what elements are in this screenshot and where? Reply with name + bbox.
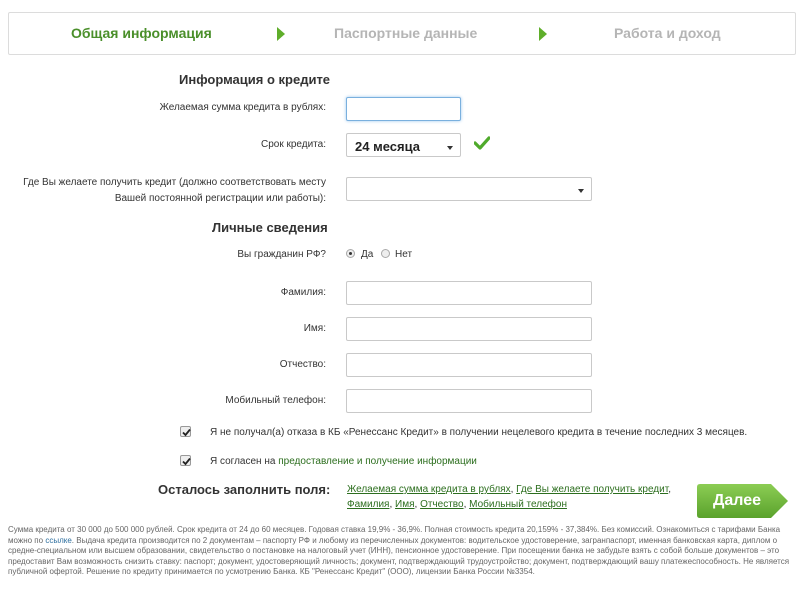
citizen-yes-label: Да <box>361 249 374 260</box>
legal-footnote: Сумма кредита от 30 000 до 500 000 рублей. Срок кредита от 24 до 60 месяцев. Годовая ставка 19,9% - 36,9%. Полная стоимость кредита 20,159% - 37,384%. Без комиссий. Ознакомиться с тарифами Банка можно по ссылке. Выдача кредита производится по 2 документам – паспорту РФ и любому из перечисленных документов: водительское удостоверение, загранпаспорт, именная банковская карта, диплом о средне-специальном или высшем образовании, свидетельство о постановке на налоговый учет (ИНН), пенсионное удостоверение. При посещении банка не забудьте взять с собой больше документов – это предоставит Вам возможность снизить ставку: паспорт; документ, удостоверяющий личность; документ, подтверждающий трудоустройство; документ, подтверждающий вашу платежеспособность. Не является публичной офертой. Решение по кредиту принимается по усмотрению Банка. КБ "Ренессанс Кредит" (ООО), лицензии Банка России №3354. <box>8 525 790 576</box>
term-label: Срок кредита: <box>260 139 326 150</box>
patronymic-input[interactable] <box>346 353 592 377</box>
remaining-fields: Желаемая сумма кредита в рублях, Где Вы желаете получить кредит, Фамилия, Имя, Отчество, Мобильный телефон <box>347 484 671 510</box>
credit-info-title: Информация о кредите <box>179 72 331 87</box>
phone-input[interactable] <box>346 389 592 413</box>
next-button-label: Далее <box>712 492 762 509</box>
remaining-link[interactable]: Имя <box>395 499 415 510</box>
remaining-link[interactable]: Фамилия <box>347 499 390 510</box>
citizen-no-label: Нет <box>395 249 413 260</box>
chevron-down-icon <box>447 146 453 150</box>
no-refusal-text: Я не получал(а) отказа в КБ «Ренессанс Кредит» в получении нецелевого кредита в течение последних 3 месяцев. <box>210 427 748 438</box>
step-work-income[interactable]: Работа и доход <box>614 25 721 41</box>
remaining-link[interactable]: Отчество <box>420 499 464 510</box>
place-select[interactable] <box>346 177 592 201</box>
amount-input[interactable] <box>346 97 461 121</box>
amount-label: Желаемая сумма кредита в рублях: <box>159 102 326 113</box>
citizen-no-radio[interactable] <box>381 249 390 258</box>
citizen-yes-radio[interactable] <box>346 249 355 258</box>
patronymic-label: Отчество: <box>279 359 326 370</box>
check-valid-icon <box>474 136 490 150</box>
citizen-label: Вы гражданин РФ? <box>237 249 326 260</box>
remaining-link[interactable]: Желаемая сумма кредита в рублях <box>347 484 511 495</box>
next-button[interactable] <box>697 484 789 518</box>
step-general-info[interactable]: Общая информация <box>71 25 212 41</box>
remaining-title: Осталось заполнить поля: <box>158 482 331 497</box>
agree-text: Я согласен на предоставление и получение информации <box>210 456 477 467</box>
agree-link[interactable]: предоставление и получение информации <box>278 456 477 467</box>
no-refusal-checkbox[interactable] <box>180 426 191 437</box>
remaining-link[interactable]: Где Вы желаете получить кредит <box>516 484 669 495</box>
personal-info-title: Личные сведения <box>212 220 328 235</box>
tariffs-link[interactable]: ссылке <box>45 535 72 545</box>
name-label: Имя: <box>303 323 326 334</box>
step-arrow-icon <box>539 27 547 41</box>
surname-input[interactable] <box>346 281 592 305</box>
place-label: Где Вы желаете получить кредит (должно соответствовать месту Вашей постоянной регистрации или работы): <box>23 177 326 204</box>
remaining-link[interactable]: Мобильный телефон <box>469 499 567 510</box>
checkbox-check-icon <box>181 427 192 438</box>
name-input[interactable] <box>346 317 592 341</box>
step-arrow-icon <box>277 27 285 41</box>
phone-label: Мобильный телефон: <box>225 395 326 406</box>
term-select[interactable] <box>346 133 461 157</box>
chevron-down-icon <box>578 189 584 193</box>
checkbox-check-icon <box>181 456 192 467</box>
agree-checkbox[interactable] <box>180 455 191 466</box>
term-select-value: 24 месяца <box>355 139 420 154</box>
step-passport-data[interactable]: Паспортные данные <box>334 25 478 41</box>
steps-bar <box>8 12 796 55</box>
surname-label: Фамилия: <box>280 287 326 298</box>
